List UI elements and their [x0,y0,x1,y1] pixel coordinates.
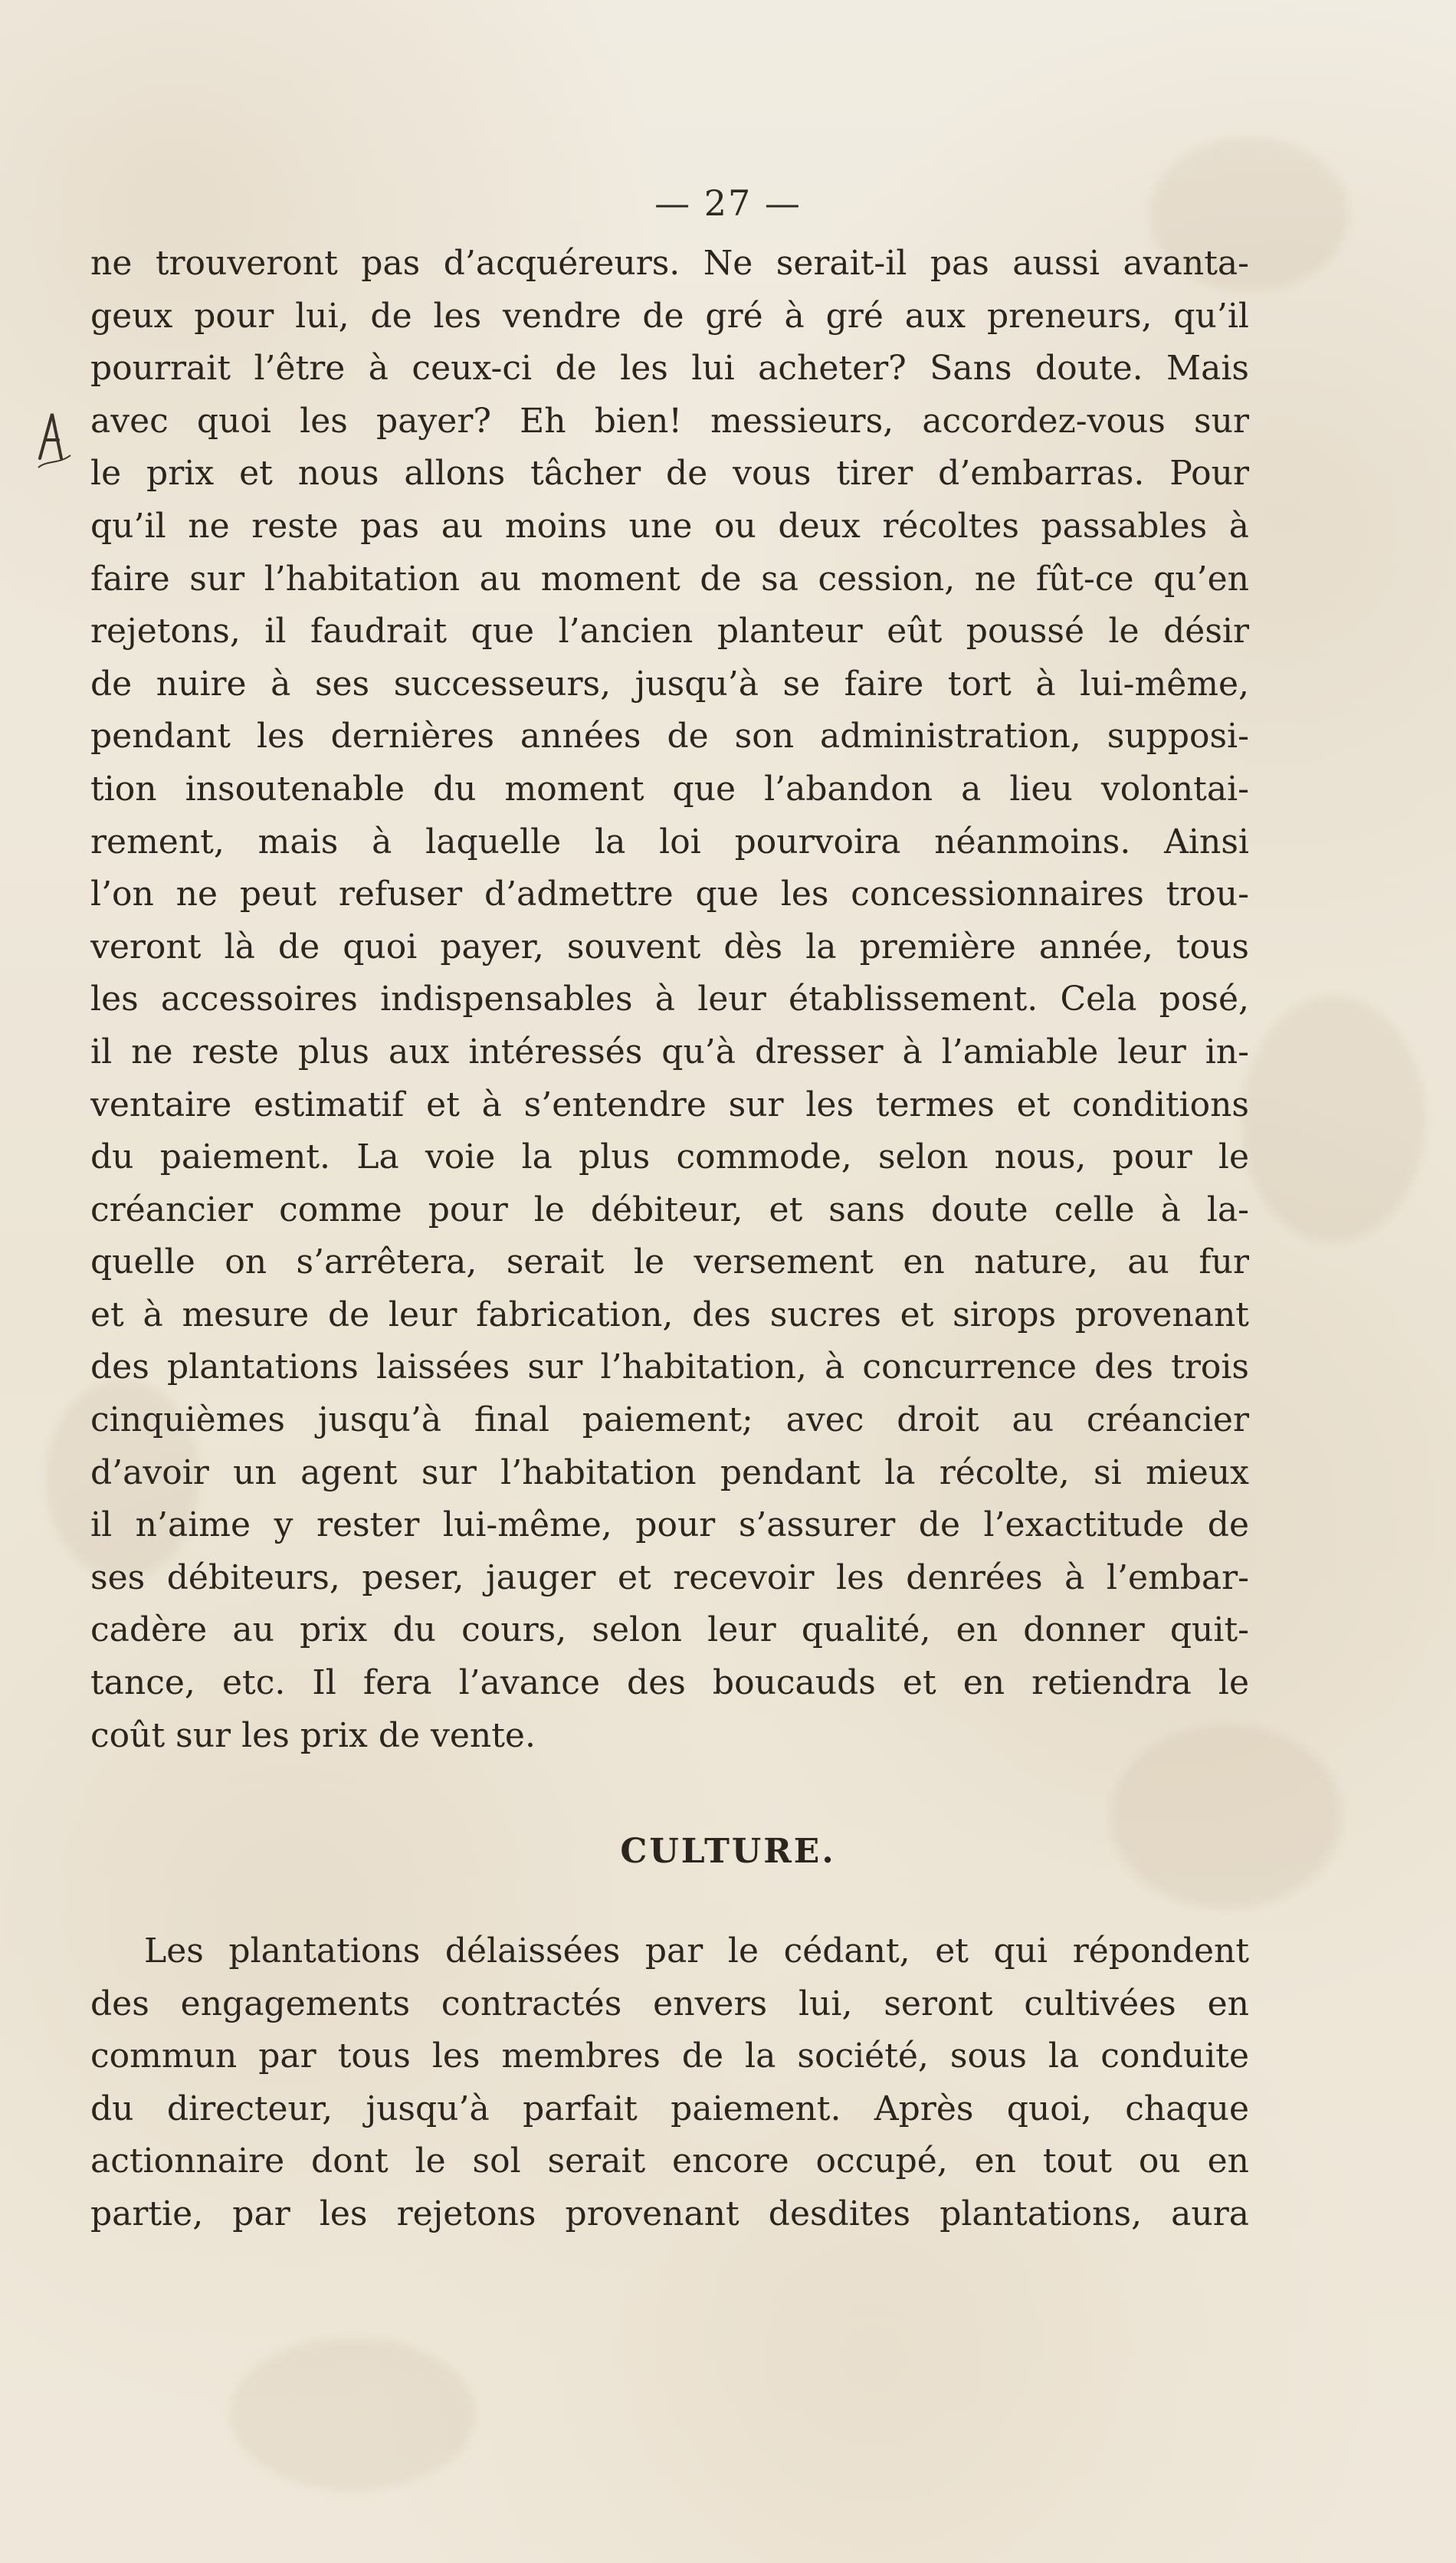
text-line: veront là de quoi payer, souvent dès la première année, tous [90,927,1249,966]
text-line: ses débiteurs, peser, jauger et recevoir les denrées à l’embar- [90,1557,1249,1597]
text-line: Les plantations délaissées par le cédant, et qui répondent [144,1931,1249,1971]
text-line: actionnaire dont le sol serait encore occupé, en tout ou en [90,2141,1249,2181]
text-line: cinquièmes jusqu’à final paiement; avec droit au créancier [90,1400,1249,1440]
text-line: du directeur, jusqu’à parfait paiement. Après quoi, chaque [90,2089,1249,2128]
text-line: d’avoir un agent sur l’habitation pendant la récolte, si mieux [90,1452,1249,1492]
text-line: et à mesure de leur fabrication, des sucres et sirops provenant [90,1295,1249,1334]
text-line: ne trouveront pas d’acquéreurs. Ne serait-il pas aussi avanta- [90,244,1249,283]
text-line: des engagements contractés envers lui, seront cultivées en [90,1984,1249,2023]
text-line: du paiement. La voie la plus commode, selon nous, pour le [90,1137,1249,1177]
text-line: créancier comme pour le débiteur, et sans doute celle à la- [90,1190,1249,1229]
text-line: tion insoutenable du moment que l’abandon a lieu volontai- [90,769,1249,809]
text-line: rement, mais à laquelle la loi pourvoira néanmoins. Ainsi [90,822,1249,861]
paper-stain [1241,996,1425,1242]
text-line: coût sur les prix de vente. [90,1715,536,1755]
text-line: cadère au prix du cours, selon leur qualité, en donner quit- [90,1610,1249,1650]
section-heading: CULTURE. [620,1832,836,1871]
text-line: il n’aime y rester lui-même, pour s’assurer de l’exactitude de [90,1505,1249,1545]
text-line: avec quoi les payer? Eh bien! messieurs, accordez-vous sur [90,401,1249,441]
text-line: pourrait l’être à ceux-ci de les lui acheter? Sans doute. Mais [90,349,1249,389]
text-line: tance, etc. Il fera l’avance des boucauds et en retiendra le [90,1663,1249,1703]
margin-annotation-mark [32,405,75,474]
text-line: de nuire à ses successeurs, jusqu’à se faire tort à lui-même, [90,664,1249,704]
text-line: le prix et nous allons tâcher de vous tirer d’embarras. Pour [90,454,1249,494]
text-line: il ne reste plus aux intéressés qu’à dresser à l’amiable leur in- [90,1032,1249,1071]
paper-stain [230,2338,475,2491]
text-line: partie, par les rejetons provenant desdites plantations, aura [90,2194,1249,2233]
text-line: commun par tous les membres de la société, sous la conduite [90,2036,1249,2076]
text-line: ventaire estimatif et à s’entendre sur les termes et conditions [90,1085,1249,1124]
text-line: faire sur l’habitation au moment de sa cession, ne fût-ce qu’en [90,559,1249,599]
text-line: pendant les dernières années de son administration, supposi- [90,717,1249,756]
page-number: — 27 — [654,182,802,224]
text-line: quelle on s’arrêtera, serait le versement en nature, au fur [90,1242,1249,1282]
text-line: geux pour lui, de les vendre de gré à gré aux preneurs, qu’il [90,296,1249,336]
text-line: qu’il ne reste pas au moins une ou deux récoltes passables à [90,506,1249,546]
text-line: des plantations laissées sur l’habitation, à concurrence des trois [90,1347,1249,1387]
text-line: rejetons, il faudrait que l’ancien planteur eût poussé le désir [90,612,1249,651]
body-paragraph [90,238,1249,1762]
text-line: l’on ne peut refuser d’admettre que les concessionnaires trou- [90,875,1249,914]
section-paragraph [90,1925,1249,2241]
text-line: les accessoires indispensables à leur établissement. Cela posé, [90,980,1249,1019]
